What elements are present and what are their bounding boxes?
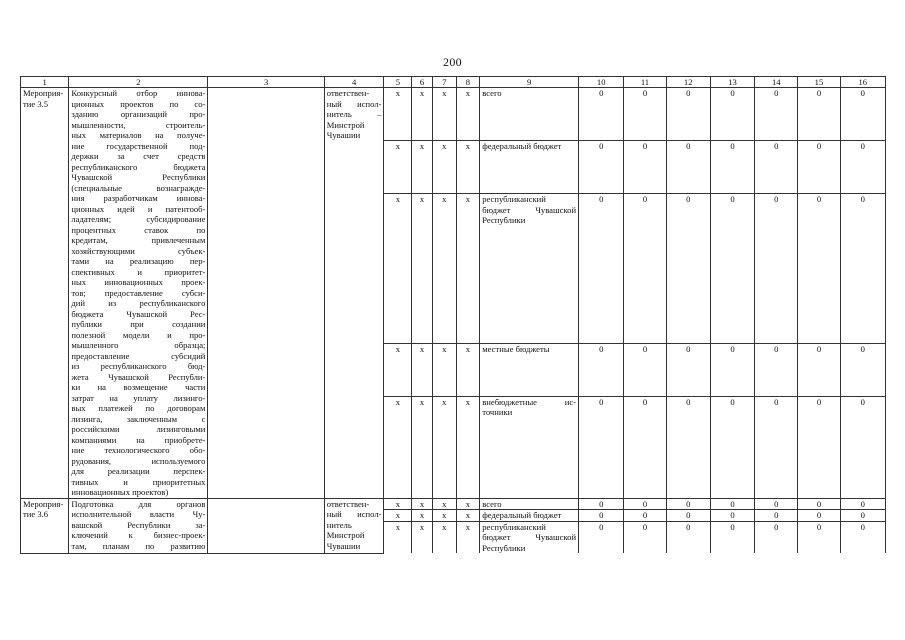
funding-value: 0 (666, 510, 710, 522)
funding-value: 0 (624, 510, 666, 522)
funding-value: 0 (579, 88, 624, 141)
text-line: тами на реализацию пер- (71, 256, 206, 266)
funding-value: 0 (710, 498, 754, 510)
text-line: Подготовка для органов (71, 498, 206, 509)
column-number: 7 (432, 77, 456, 88)
funding-value: 0 (840, 141, 885, 194)
code-mark: х (384, 521, 412, 553)
text-line: полезной модели и про- (71, 329, 206, 340)
code-mark: х (432, 510, 456, 522)
code-mark: х (412, 396, 433, 498)
text-line: хозяйствующими субъек- (71, 245, 206, 256)
responsible-executor (324, 498, 384, 553)
column-number: 1 (21, 77, 69, 88)
text-line: лизинга, заключенным с (71, 413, 206, 424)
funding-source (480, 141, 579, 194)
code-mark: х (384, 343, 412, 396)
code-mark: х (456, 194, 480, 344)
funding-value: 0 (840, 343, 885, 396)
funding-value: 0 (755, 521, 798, 553)
text-line: тие 3.6 (23, 509, 49, 519)
text-line: Чувашской Республики (71, 172, 206, 182)
funding-value: 0 (755, 396, 798, 498)
text-line: ки на возмещение части (71, 382, 206, 392)
funding-value: 0 (666, 88, 710, 141)
funding-value: 0 (710, 521, 754, 553)
text-line: вашской Республики за- (71, 519, 206, 530)
funding-value: 0 (666, 521, 710, 553)
column-number: 16 (840, 77, 885, 88)
text-line: нитель (326, 519, 352, 530)
text-line: жета Чувашской Республи- (71, 371, 206, 382)
funding-value: 0 (579, 194, 624, 344)
code-mark: х (412, 498, 433, 510)
responsible-executor (324, 88, 384, 499)
funding-value: 0 (755, 498, 798, 510)
column-number: 5 (384, 77, 412, 88)
code-mark: х (432, 396, 456, 498)
text-line: ние технологического обо- (71, 445, 206, 455)
code-mark: х (412, 510, 433, 522)
code-mark: х (432, 521, 456, 553)
code-mark: х (384, 510, 412, 522)
text-line: для реализации перспек- (71, 466, 206, 476)
code-mark: х (412, 194, 433, 344)
empty-cell (208, 88, 324, 499)
funding-source (480, 343, 579, 396)
text-line: держки за счет средств (71, 151, 206, 161)
text-line: Минстрой (326, 119, 365, 130)
code-mark: х (432, 343, 456, 396)
text-line: исполнительной власти Чу- (71, 509, 206, 519)
funding-value: 0 (755, 88, 798, 141)
funding-source (480, 521, 579, 553)
text-line: там, планам по развитию (71, 540, 206, 551)
text-line: предоставление субсидий (71, 350, 206, 361)
text-line: республиканского бюджета (71, 161, 206, 172)
funding-value: 0 (624, 396, 666, 498)
code-mark: х (432, 88, 456, 141)
funding-value: 0 (840, 510, 885, 522)
text-line: (специальные вознагражде- (71, 182, 206, 193)
funding-value: 0 (798, 88, 840, 141)
funding-value: 0 (840, 88, 885, 141)
text-line: Мероприя- (23, 88, 64, 98)
text-line: всего (482, 498, 502, 509)
text-line: ционных идей и патентооб- (71, 203, 206, 214)
text-line: дий из республиканского (71, 298, 206, 308)
column-number: 2 (69, 77, 208, 88)
funding-value: 0 (755, 141, 798, 194)
funding-value: 0 (840, 194, 885, 344)
code-mark: х (456, 521, 480, 553)
column-number: 4 (324, 77, 384, 88)
funding-value: 0 (579, 521, 624, 553)
text-line: бюджет Чувашской (482, 532, 577, 542)
funding-source (480, 88, 579, 141)
funding-value: 0 (710, 510, 754, 522)
text-line: федеральный бюджет (482, 141, 562, 152)
funding-value: 0 (624, 88, 666, 141)
funding-value: 0 (666, 194, 710, 344)
funding-value: 0 (579, 498, 624, 510)
funding-value: 0 (755, 194, 798, 344)
funding-value: 0 (624, 521, 666, 553)
funding-value: 0 (624, 141, 666, 194)
text-line: инновационных проектов) (71, 487, 169, 497)
table-row (21, 88, 886, 141)
text-line: точники (482, 407, 513, 418)
funding-value: 0 (798, 396, 840, 498)
funding-source (480, 498, 579, 510)
text-line: ответствен- (326, 498, 370, 509)
text-line: российскими лизинговыми (71, 424, 206, 434)
text-line: всего (482, 88, 502, 98)
text-line: рудования, используемого (71, 455, 206, 466)
text-line: ных инновационных проек- (71, 277, 206, 287)
column-number: 13 (710, 77, 754, 88)
funding-value: 0 (710, 343, 754, 396)
text-line: мышленности, строитель- (71, 119, 206, 130)
measure-code (21, 88, 69, 499)
text-line: зданию организаций про- (71, 109, 206, 119)
text-line: Конкурсный отбор иннова- (71, 88, 206, 98)
text-line: федеральный бюджет (482, 510, 562, 520)
text-line: Мероприя- (23, 498, 64, 509)
funding-value: 0 (840, 396, 885, 498)
text-line: компаниями на приобрете- (71, 434, 206, 445)
funding-value: 0 (624, 343, 666, 396)
measure-code (21, 498, 69, 553)
code-mark: х (412, 88, 433, 141)
text-line: республиканский (482, 194, 546, 205)
text-line: ных материалов на получе- (71, 130, 206, 140)
text-line: внебюджетные ис- (482, 396, 577, 407)
text-line: тие 3.5 (23, 98, 49, 109)
empty-cell (208, 498, 324, 553)
funding-value: 0 (798, 343, 840, 396)
code-mark: х (384, 141, 412, 194)
code-mark: х (432, 141, 456, 194)
code-mark: х (456, 343, 480, 396)
text-line: процентных ставок по (71, 224, 206, 235)
code-mark: х (384, 396, 412, 498)
text-line: ния разработчикам иннова- (71, 193, 206, 203)
text-line: ный испол- (326, 509, 382, 519)
code-mark: х (412, 141, 433, 194)
code-mark: х (456, 510, 480, 522)
measure-description (69, 498, 208, 553)
funding-value: 0 (710, 141, 754, 194)
funding-value: 0 (624, 498, 666, 510)
funding-value: 0 (666, 396, 710, 498)
code-mark: х (456, 498, 480, 510)
text-line: ние государственной под- (71, 140, 206, 151)
text-line: ответствен- (326, 88, 370, 98)
funding-value: 0 (798, 141, 840, 194)
code-mark: х (384, 194, 412, 344)
funding-value: 0 (666, 141, 710, 194)
text-line: спективных и приоритет- (71, 266, 206, 277)
column-number: 11 (624, 77, 666, 88)
text-line: Республики (482, 542, 526, 553)
text-line: Республики (482, 215, 526, 226)
text-line: публики при создании (71, 319, 206, 329)
text-line: Чувашии (326, 540, 361, 551)
code-mark: х (456, 141, 480, 194)
funding-value: 0 (840, 521, 885, 553)
text-line: тивных и приоритетных (71, 476, 206, 487)
text-line: Минстрой (326, 530, 365, 540)
column-number: 15 (798, 77, 840, 88)
column-number: 6 (412, 77, 433, 88)
funding-source (480, 510, 579, 522)
text-line: нитель – (326, 109, 382, 119)
funding-value: 0 (798, 510, 840, 522)
text-line: тов; предоставление субси- (71, 287, 206, 298)
column-number: 12 (666, 77, 710, 88)
text-line: бюджета Чувашской Рес- (71, 308, 206, 319)
text-line: ный испол- (326, 98, 382, 109)
budget-table (20, 76, 886, 554)
code-mark: х (384, 88, 412, 141)
measure-description (69, 88, 208, 499)
funding-value: 0 (579, 396, 624, 498)
funding-value: 0 (579, 510, 624, 522)
funding-value: 0 (579, 141, 624, 194)
header-row (21, 77, 886, 88)
column-number: 9 (480, 77, 579, 88)
text-line: кредитам, привлеченным (71, 235, 206, 245)
funding-value: 0 (710, 194, 754, 344)
funding-value: 0 (710, 88, 754, 141)
text-line: бюджет Чувашской (482, 204, 577, 215)
funding-value: 0 (710, 396, 754, 498)
code-mark: х (412, 521, 433, 553)
text-line: местные бюджеты (482, 343, 550, 354)
text-line: республиканский (482, 521, 546, 532)
column-number: 8 (456, 77, 480, 88)
code-mark: х (432, 194, 456, 344)
funding-value: 0 (755, 510, 798, 522)
code-mark: х (456, 396, 480, 498)
column-number: 10 (579, 77, 624, 88)
funding-value: 0 (624, 194, 666, 344)
code-mark: х (456, 88, 480, 141)
funding-value: 0 (666, 343, 710, 396)
text-line: вых платежей по договорам (71, 403, 206, 413)
funding-source (480, 396, 579, 498)
funding-value: 0 (798, 521, 840, 553)
funding-value: 0 (798, 498, 840, 510)
funding-value: 0 (840, 498, 885, 510)
page-number: 200 (443, 55, 462, 69)
text-line: из республиканского бюд- (71, 361, 206, 371)
funding-value: 0 (798, 194, 840, 344)
code-mark: х (384, 498, 412, 510)
code-mark: х (412, 343, 433, 396)
text-line: ключений к бизнес-проек- (71, 530, 206, 540)
funding-value: 0 (666, 498, 710, 510)
column-number: 14 (755, 77, 798, 88)
column-number: 3 (208, 77, 324, 88)
code-mark: х (432, 498, 456, 510)
funding-value: 0 (579, 343, 624, 396)
table-row (21, 498, 886, 510)
text-line: затрат на уплату лизинго- (71, 392, 206, 403)
funding-source (480, 194, 579, 344)
funding-value: 0 (755, 343, 798, 396)
text-line: ционных проектов по со- (71, 98, 206, 109)
text-line: Чувашии (326, 130, 361, 140)
text-line: мышленного образца; (71, 340, 206, 350)
text-line: ладателям; субсидирование (71, 214, 206, 224)
